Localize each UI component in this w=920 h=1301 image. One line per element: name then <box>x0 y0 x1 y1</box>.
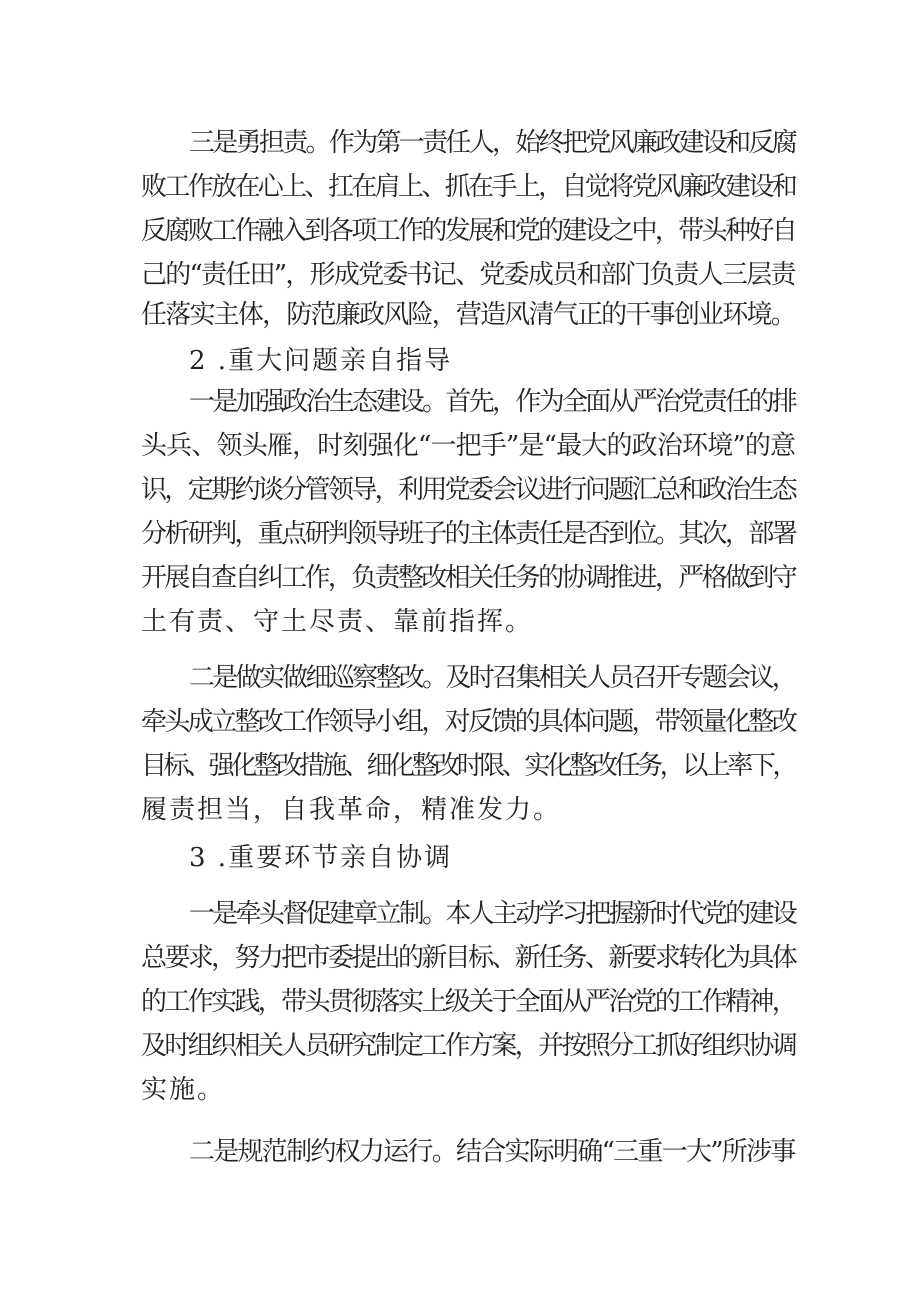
text-line: 总要求，努力把市委提出的新目标、新任务、新要求转化为具体 <box>141 943 796 973</box>
text-line: 一是加强政治生态建设。首先，作为全面从严治党责任的排 <box>189 387 796 417</box>
text-line: 牵头成立整改工作领导小组，对反馈的具体问题，带领量化整改 <box>141 707 796 737</box>
section-heading: 3 .重要环节亲自协调 <box>189 843 453 873</box>
text-line: 开展自查自纠工作，负责整改相关任务的协调推进，严格做到守 <box>141 563 796 593</box>
text-line: 的工作实践，带头贯彻落实上级关于全面从严治党的工作精神， <box>141 987 796 1017</box>
text-line: 履责担当，自我革命，精准发力。 <box>141 795 562 825</box>
text-line: 识，定期约谈分管领导，利用党委会议进行问题汇总和政治生态 <box>141 475 796 505</box>
section-heading: 2 .重大问题亲自指导 <box>189 346 453 376</box>
text-line: 分析研判，重点研判领导班子的主体责任是否到位。其次，部署 <box>141 519 796 549</box>
text-line: 目标、强化整改措施、细化整改时限、实化整改任务，以上率下， <box>141 751 795 781</box>
text-line: 败工作放在心上、扛在肩上、抓在手上，自觉将党风廉政建设和 <box>141 172 796 202</box>
text-line: 一是牵头督促建章立制。本人主动学习把握新时代党的建设 <box>189 899 796 929</box>
text-line: 任落实主体，防范廉政风险，营造风清气正的干事创业环境。 <box>141 300 795 330</box>
text-line: 三是勇担责。作为第一责任人，始终把党风廉政建设和反腐 <box>189 128 796 158</box>
text-line: 反腐败工作融入到各项工作的发展和党的建设之中，带头种好自 <box>141 216 796 246</box>
text-line: 头兵、领头雁，时刻强化“一把手”是“最大的政治环境”的意 <box>141 431 796 461</box>
text-line: 及时组织相关人员研究制定工作方案，并按照分工抓好组织协调 <box>141 1031 796 1061</box>
text-line: 二是规范制约权力运行。结合实际明确“三重一大”所涉事 <box>189 1137 795 1167</box>
text-line: 实施。 <box>141 1075 226 1105</box>
text-line: 二是做实做细巡察整改。及时召集相关人员召开专题会议， <box>189 663 796 693</box>
text-line: 己的“责任田”，形成党委书记、党委成员和部门负责人三层责 <box>141 260 795 290</box>
text-line: 土有责、守土尽责、靠前指挥。 <box>141 607 534 637</box>
